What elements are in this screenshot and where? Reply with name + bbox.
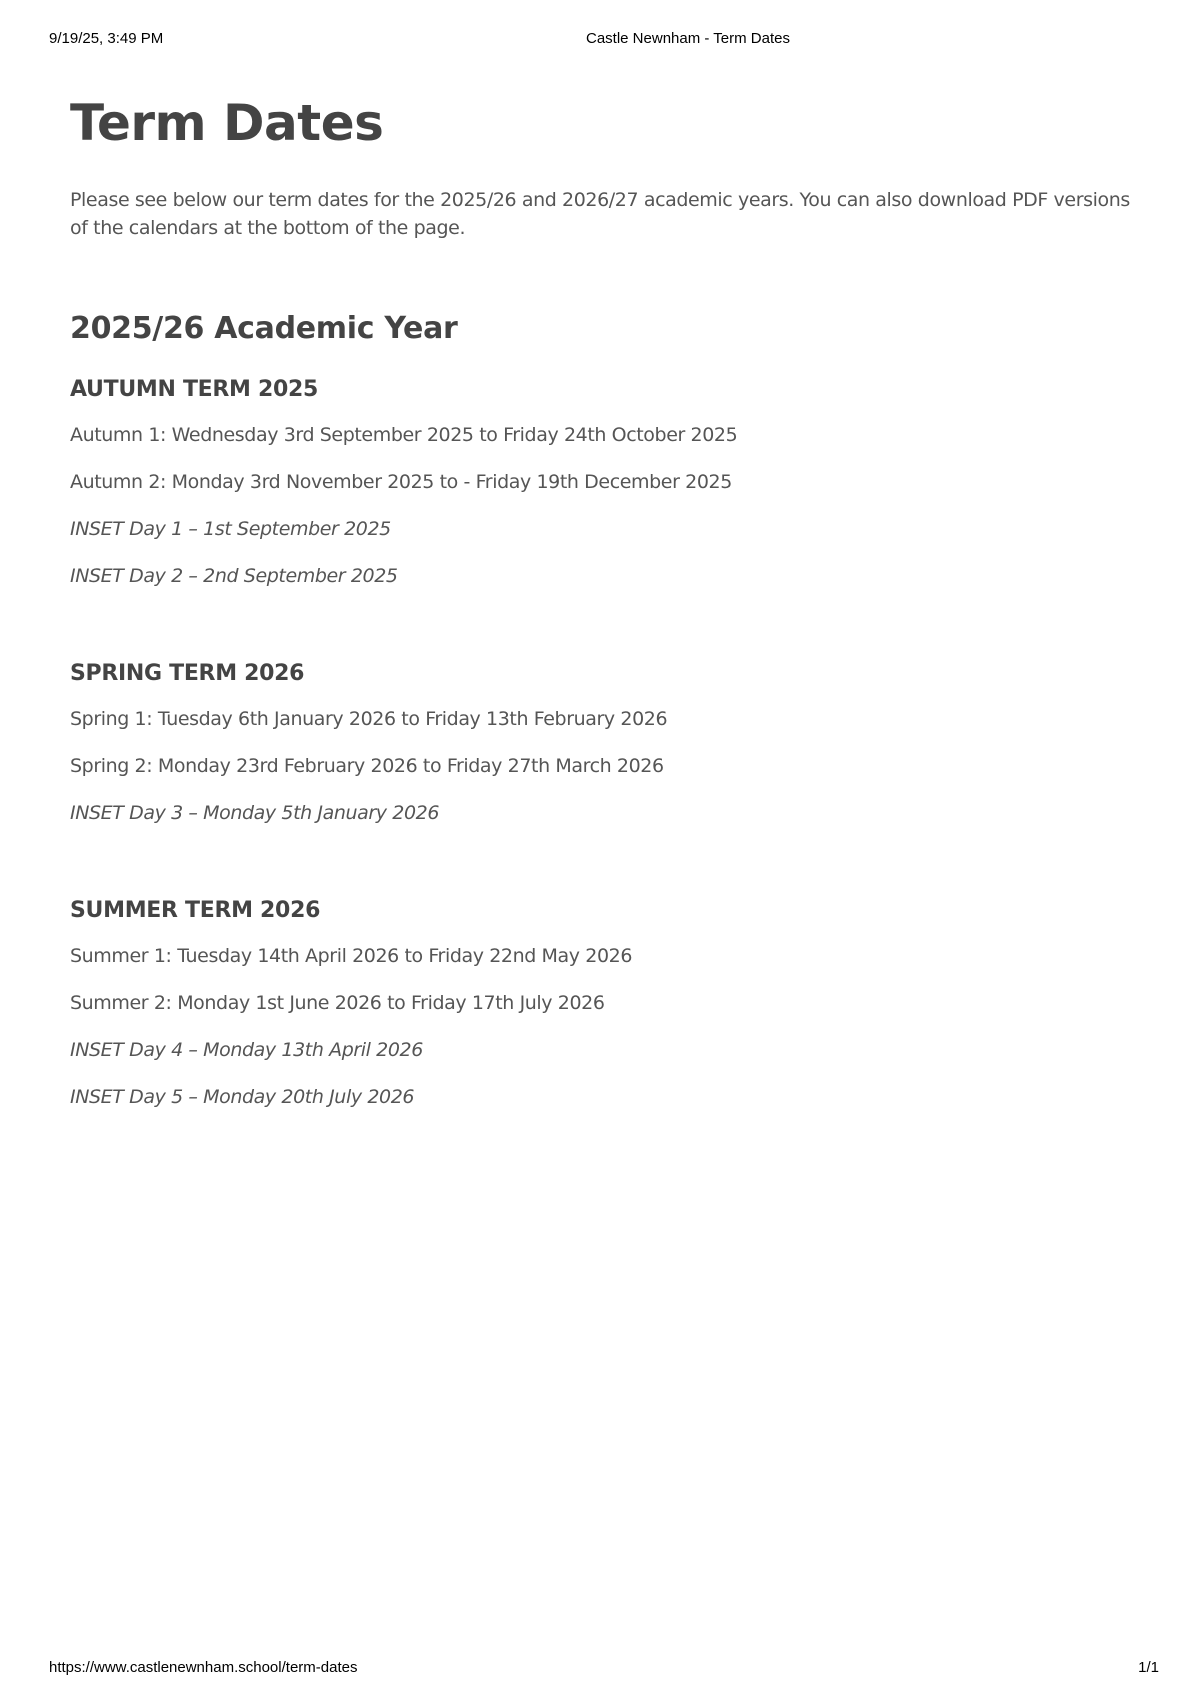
inset-day-line: INSET Day 5 – Monday 20th July 2026 [70, 1086, 415, 1108]
term-date-line: Spring 1: Tuesday 6th January 2026 to Friday 13th February 2026 [70, 708, 668, 730]
intro-paragraph: Please see below our term dates for the 2025/26 and 2026/27 academic years. You can also download PDF versions of the calendars at the bottom of the page. [70, 189, 1130, 239]
page-title: Term Dates [70, 94, 384, 152]
term-spring [70, 658, 1140, 827]
inset-day-line: INSET Day 2 – 2nd September 2025 [70, 565, 398, 587]
main-content [70, 88, 1140, 1130]
term-heading: SUMMER TERM 2026 [70, 898, 321, 923]
term-date-line: Summer 2: Monday 1st June 2026 to Friday 17th July 2026 [70, 992, 605, 1014]
print-page-url: https://www.castlenewnham.school/term-dates [49, 1659, 358, 1676]
print-document-title: Castle Newnham - Term Dates [586, 30, 790, 47]
print-header [49, 30, 1151, 52]
print-timestamp: 9/19/25, 3:49 PM [49, 30, 164, 47]
term-date-line: Autumn 2: Monday 3rd November 2025 to - Friday 19th December 2025 [70, 471, 732, 493]
term-autumn [70, 374, 1140, 590]
inset-day-line: INSET Day 1 – 1st September 2025 [70, 518, 391, 540]
inset-day-line: INSET Day 4 – Monday 13th April 2026 [70, 1039, 423, 1061]
academic-year-heading: 2025/26 Academic Year [70, 311, 458, 346]
term-heading: AUTUMN TERM 2025 [70, 377, 319, 402]
term-date-line: Spring 2: Monday 23rd February 2026 to Friday 27th March 2026 [70, 755, 664, 777]
term-dates-list [70, 705, 1140, 827]
print-footer [49, 1659, 1159, 1681]
print-page-number: 1/1 [1138, 1659, 1159, 1676]
term-dates-list [70, 942, 1140, 1111]
term-heading: SPRING TERM 2026 [70, 661, 305, 686]
term-date-line: Summer 1: Tuesday 14th April 2026 to Friday 22nd May 2026 [70, 945, 633, 967]
term-dates-list [70, 421, 1140, 590]
term-date-line: Autumn 1: Wednesday 3rd September 2025 to Friday 24th October 2025 [70, 424, 738, 446]
inset-day-line: INSET Day 3 – Monday 5th January 2026 [70, 802, 440, 824]
term-summer [70, 895, 1140, 1111]
